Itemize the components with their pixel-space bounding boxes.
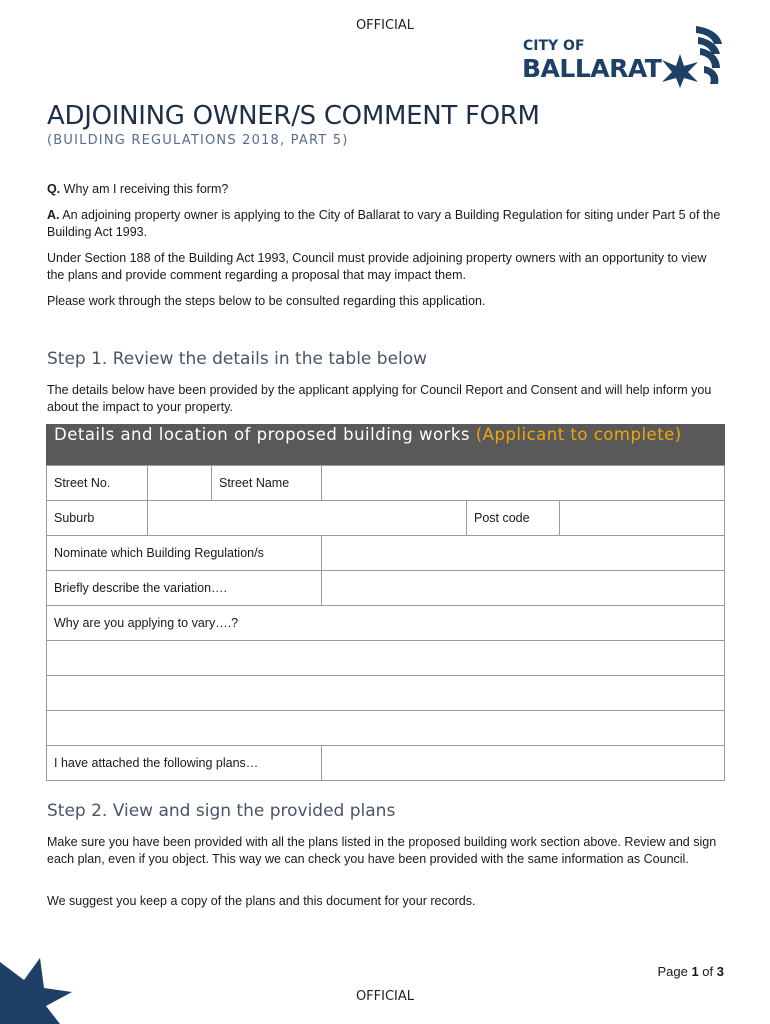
page-current: 1 xyxy=(691,964,699,979)
logo-ballarat-text: BALLARAT xyxy=(522,54,662,83)
variation-field[interactable] xyxy=(322,571,724,605)
page-subtitle: (BUILDING REGULATIONS 2018, PART 5) xyxy=(47,133,349,148)
table-row xyxy=(46,571,725,606)
star-swirl-icon xyxy=(660,22,726,88)
post-code-field[interactable] xyxy=(560,501,724,535)
table-row xyxy=(46,501,725,536)
classification-footer: OFFICIAL xyxy=(355,989,415,1004)
why-answer-line-2[interactable] xyxy=(46,676,725,711)
why-label: Why are you applying to vary….? xyxy=(54,616,239,630)
table-row xyxy=(46,606,725,641)
suburb-label: Suburb xyxy=(47,501,148,535)
question-label: Q. xyxy=(47,182,61,196)
plans-label: I have attached the following plans… xyxy=(47,746,322,780)
intro-paragraph-1: Under Section 188 of the Building Act 1993, Council must provide adjoining property owners with an opportunity to view the plans and provide comment regarding a proposal that may impact them. xyxy=(47,251,707,282)
question-line xyxy=(47,181,727,198)
post-code-label: Post code xyxy=(467,501,560,535)
table-row xyxy=(46,465,725,501)
step1-description: The details below have been provided by the applicant applying for Council Report and Consent and will help inform you about the impact to your property. xyxy=(47,383,712,414)
regulation-field[interactable] xyxy=(322,536,724,570)
regulation-label: Nominate which Building Regulation/s xyxy=(47,536,322,570)
street-no-field[interactable] xyxy=(148,466,212,500)
step1-heading: Step 1. Review the details in the table below xyxy=(47,349,428,369)
question-text: Why am I receiving this form? xyxy=(60,182,229,196)
why-answer-line-1[interactable] xyxy=(46,641,725,676)
table-row xyxy=(46,746,725,781)
street-name-label: Street Name xyxy=(212,466,322,500)
classification-header: OFFICIAL xyxy=(355,18,415,33)
table-header-note: (Applicant to complete) xyxy=(475,425,682,444)
plans-field[interactable] xyxy=(322,746,724,780)
table-row xyxy=(46,536,725,571)
logo-city-of-text: CITY OF xyxy=(523,38,585,54)
answer-paragraph xyxy=(47,207,727,240)
city-of-ballarat-logo xyxy=(520,22,725,92)
page-number xyxy=(657,964,724,979)
suburb-field[interactable] xyxy=(148,501,467,535)
answer-text: An adjoining property owner is applying to the City of Ballarat to vary a Building Regulation for siting under Part 5 of the Building Act 1993. xyxy=(47,208,721,239)
step2-records-note: We suggest you keep a copy of the plans and this document for your records. xyxy=(47,894,476,908)
street-no-label: Street No. xyxy=(47,466,148,500)
step2-heading: Step 2. View and sign the provided plans xyxy=(47,801,396,821)
page-of: of xyxy=(698,964,717,979)
table-header-title: Details and location of proposed building works xyxy=(54,425,476,444)
step2-description: Make sure you have been provided with all the plans listed in the proposed building work section above. Review and sign each plan, even if you object. This way we can check you have been provided with the same information as Council. xyxy=(47,835,717,866)
page-prefix: Page xyxy=(657,964,692,979)
variation-label: Briefly describe the variation…. xyxy=(47,571,322,605)
why-answer-line-3[interactable] xyxy=(46,711,725,746)
answer-label: A. xyxy=(47,208,60,222)
page-total: 3 xyxy=(716,964,724,979)
intro-paragraph-2: Please work through the steps below to be consulted regarding this application. xyxy=(47,294,486,308)
page-title: ADJOINING OWNER/S COMMENT FORM xyxy=(47,101,540,131)
table-header xyxy=(46,424,725,465)
street-name-field[interactable] xyxy=(322,466,724,500)
